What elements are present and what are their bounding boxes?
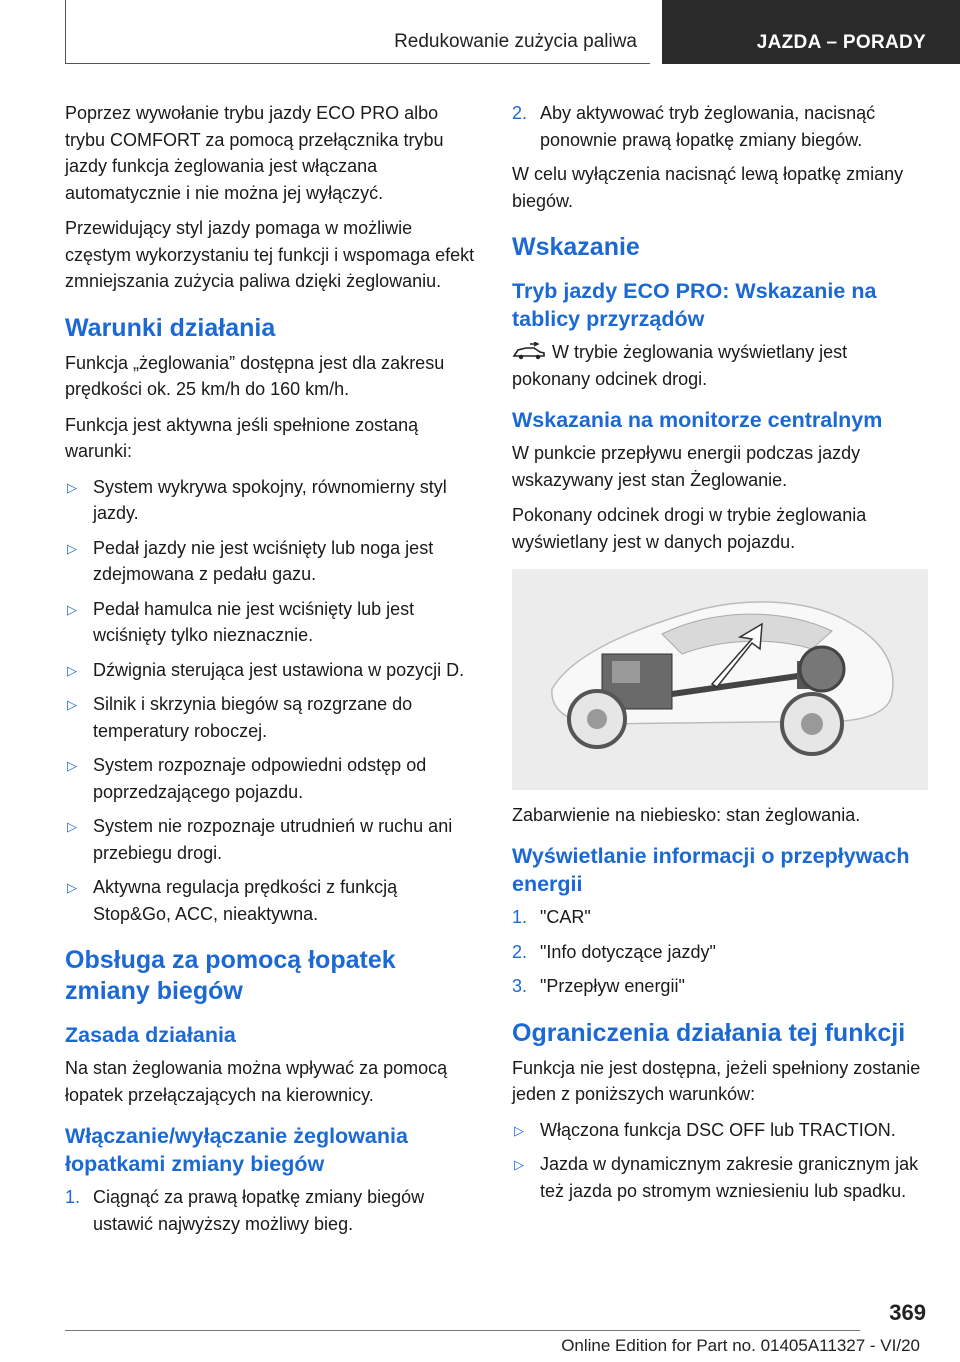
left-column <box>65 100 477 1245</box>
limits-intro: Funkcja nie jest dostępna, jeżeli spełniony zostanie jeden z poniższych warunków: <box>512 1057 921 1104</box>
menu-path-list <box>512 904 930 1000</box>
limits-list <box>512 1117 930 1205</box>
header-rule-bottom <box>65 63 650 64</box>
list-item: ▷ Pedał jazdy nie jest wciśnięty lub noga jest zdejmowana z pedału gazu. <box>67 537 434 584</box>
list-item: 2. Aby aktywować tryb żeglowania, nacisnąć ponownie prawą łopatkę zmiany biegów. <box>512 100 930 153</box>
coasting-car-icon <box>512 342 546 360</box>
car-drivetrain-illustration <box>512 569 928 790</box>
list-item: ▷ System nie rozpoznaje utrudnień w ruchu ani przebiegu drogi. <box>67 816 453 863</box>
triangle-right-icon: ▷ <box>67 819 77 834</box>
triangle-right-icon: ▷ <box>67 697 77 712</box>
triangle-right-icon: ▷ <box>67 601 77 617</box>
heading-ograniczenia: Ograniczenia działania tej funkcji <box>512 1018 906 1047</box>
list-item: ▷ Dźwignia sterująca jest ustawiona w pozycji D. <box>65 657 477 684</box>
triangle-right-icon: ▷ <box>67 479 77 495</box>
step-number: 2. <box>512 941 528 962</box>
list-item: ▷ Silnik i skrzynia biegów są rozgrzane do temperatury roboczej. <box>67 694 413 741</box>
steps-list <box>65 1184 477 1237</box>
eco-display-paragraph: W trybie żeglowania wyświetlany jest pokonany odcinek drogi. <box>512 342 848 389</box>
figure-caption: Zabarwienie na niebiesko: stan żeglowania. <box>512 805 861 825</box>
list-item: 1. "CAR" <box>512 904 930 931</box>
list-item: 1. Ciągnąć za prawą łopatkę zmiany biegów ustawić najwyższy możliwy bieg. <box>65 1184 477 1237</box>
list-item: ▷ Jazda w dynamicznym zakresie granicznym jak też jazda po stromym wzniesieniu lub spadku. <box>514 1154 919 1201</box>
list-item: ▷ System wykrywa spokojny, równomierny styl jazdy. <box>67 476 447 523</box>
heading-info-energy: Wyświetlanie informacji o przepływach energii <box>512 844 910 896</box>
step-number: 1. <box>512 907 528 927</box>
list-item: ▷ Włączona funkcja DSC OFF lub TRACTION. <box>512 1117 930 1144</box>
footer-edition: Online Edition for Part no. 01405A11327 - VI/20 <box>561 1336 920 1355</box>
anticipation-paragraph: Przewidujący styl jazdy pomaga w możliwie częstym wykorzystaniu tej funkcji i wspomaga efekt zmniejszania zużycia paliwa dzięki żeglowaniu. <box>65 218 475 291</box>
heading-wskazanie: Wskazanie <box>512 233 640 261</box>
heading-eco-pro: Tryb jazdy ECO PRO: Wskazanie na tablicy przyrządów <box>512 279 877 331</box>
speed-range-paragraph: Funkcja „żeglowania” dostępna jest dla zakresu prędkości ok. 25 km/h do 160 km/h. <box>65 352 445 399</box>
deactivate-paragraph: W celu wyłączenia nacisnąć lewą łopatkę zmiany biegów. <box>512 164 904 211</box>
heading-monitor: Wskazania na monitorze centralnym <box>512 408 883 432</box>
step-number: 3. <box>512 976 528 996</box>
right-column <box>512 100 930 1212</box>
conditions-list <box>65 474 477 928</box>
vehicle-data-paragraph: Pokonany odcinek drogi w trybie żeglowania wyświetlany jest w danych pojazdu. <box>512 505 867 552</box>
list-item: 3. "Przepływ energii" <box>512 973 930 1000</box>
triangle-right-icon: ▷ <box>67 880 77 895</box>
triangle-right-icon: ▷ <box>514 1157 524 1172</box>
steps-list-continued <box>512 100 930 153</box>
heading-zasada: Zasada działania <box>65 1023 236 1047</box>
list-item: 2. "Info dotyczące jazdy" <box>512 939 930 966</box>
footer-rule <box>65 1330 860 1331</box>
paddle-paragraph: Na stan żeglowania można wpływać za pomocą łopatek przełączających na kierownicy. <box>65 1058 448 1105</box>
conditions-intro: Funkcja jest aktywna jeśli spełnione zostaną warunki: <box>65 414 419 461</box>
step-number: 2. <box>512 103 528 123</box>
triangle-right-icon: ▷ <box>67 758 77 773</box>
header-section-title: Redukowanie zużycia paliwa <box>394 31 637 52</box>
heading-wlaczanie: Włączanie/wyłączanie żeglowania łopatkami zmiany biegów <box>65 1124 408 1176</box>
page-number: 369 <box>889 1300 926 1325</box>
header-chapter-tab: JAZDA – PORADY <box>662 0 960 64</box>
heading-obsluga: Obsługa za pomocą łopatek zmiany biegów <box>65 946 396 1005</box>
step-number: 1. <box>65 1187 81 1207</box>
intro-paragraph: Poprzez wywołanie trybu jazdy ECO PRO albo trybu COMFORT za pomocą przełącznika trybu jazdy funkcja żeglowania jest włączana automatycznie i nie można jej wyłączyć. <box>65 103 444 203</box>
triangle-right-icon: ▷ <box>514 1122 524 1138</box>
list-item: ▷ Pedał hamulca nie jest wciśnięty lub jest wciśnięty tylko nieznacznie. <box>67 598 415 645</box>
list-item: ▷ Aktywna regulacja prędkości z funkcją Stop&Go, ACC, nieaktywna. <box>67 877 398 924</box>
triangle-right-icon: ▷ <box>67 540 77 556</box>
energy-flow-paragraph: W punkcie przepływu energii podczas jazdy wskazywany jest stan Żeglowanie. <box>512 443 861 490</box>
triangle-right-icon: ▷ <box>67 662 77 678</box>
car-drivetrain-image <box>512 569 928 790</box>
list-item: ▷ System rozpoznaje odpowiedni odstęp od poprzedzającego pojazdu. <box>67 755 427 802</box>
heading-warunki: Warunki działania <box>65 313 276 342</box>
